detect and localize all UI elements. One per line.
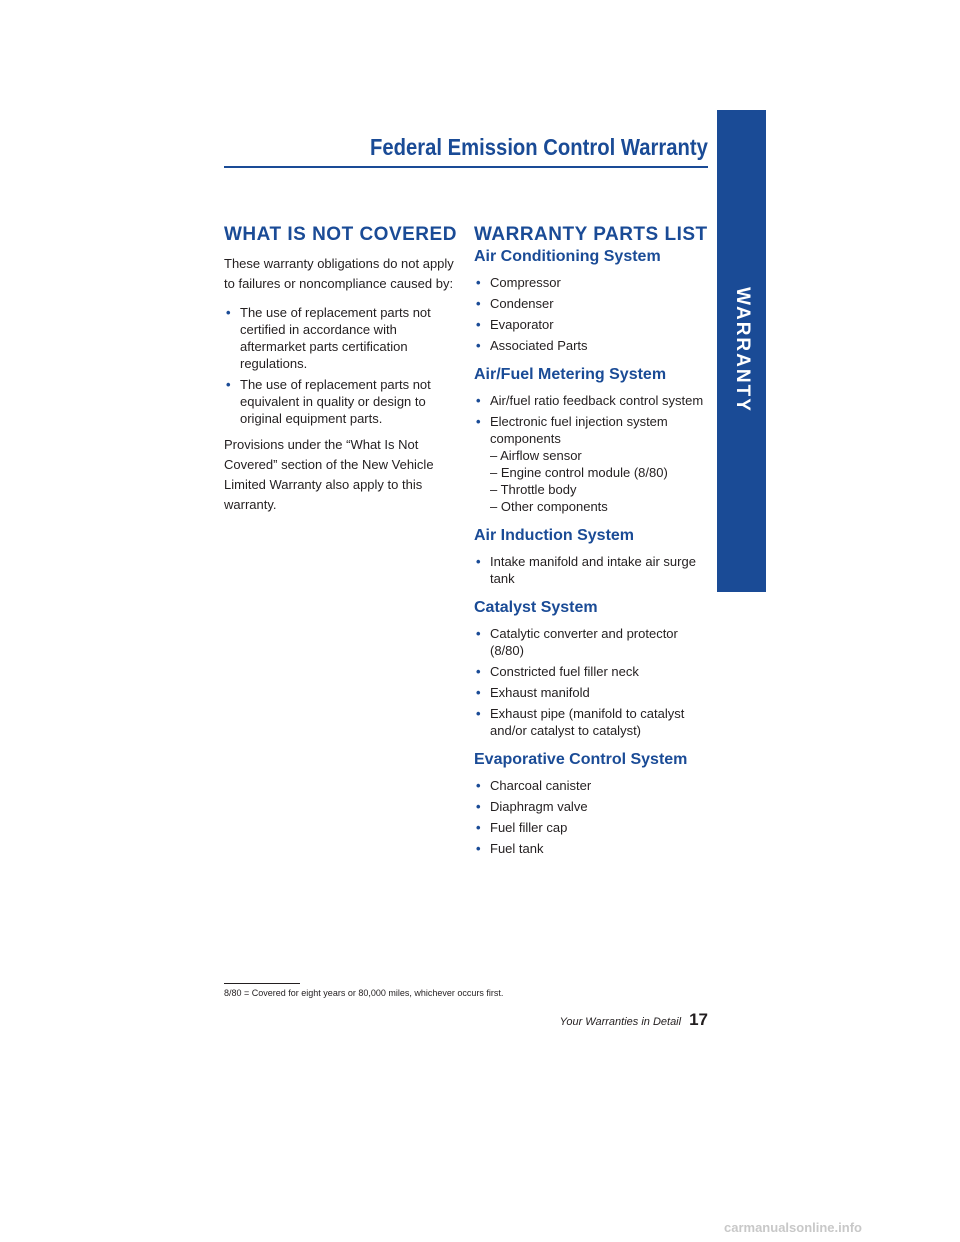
list-item: • Air/fuel ratio feedback control system <box>476 393 704 408</box>
bullet-icon: • <box>476 706 481 721</box>
bullet-icon: • <box>476 317 481 332</box>
list-item: • Evaporator <box>476 317 554 332</box>
bullet-icon: • <box>476 820 481 835</box>
parts-list-heading: WARRANTY PARTS LIST <box>474 224 708 245</box>
list-item: • Compressor <box>476 275 561 290</box>
not-covered-column <box>224 226 456 525</box>
bullet-icon: • <box>476 664 481 679</box>
list-item: • Exhaust pipe (manifold to catalyst and/or catalyst to catalyst) <box>476 706 685 738</box>
not-covered-heading: WHAT IS NOT COVERED <box>224 224 457 245</box>
watermark: carmanualsonline.info <box>724 1220 862 1235</box>
not-covered-list <box>224 304 456 427</box>
list-item: • Catalytic converter and protector (8/80) <box>476 626 678 658</box>
section-title: Evaporative Control System <box>474 751 688 768</box>
section-title: Air Conditioning System <box>474 248 661 265</box>
side-tab-label: WARRANTY <box>731 287 753 413</box>
bullet-icon: • <box>476 414 481 429</box>
bullet-icon: • <box>476 338 481 353</box>
section-title: Air Induction System <box>474 527 635 544</box>
list-item: • Exhaust manifold <box>476 685 590 700</box>
parts-list-column <box>474 226 710 861</box>
list-item: • The use of replacement parts not equivalent in quality or design to original equipment parts. <box>226 377 431 426</box>
bullet-icon: • <box>476 799 481 814</box>
sub-item: – Other components <box>490 499 608 514</box>
list-item: • Diaphragm valve <box>476 799 588 814</box>
footnote: 8/80 = Covered for eight years or 80,000 miles, whichever occurs first. <box>224 988 504 998</box>
list-item: • Fuel filler cap <box>476 820 568 835</box>
section-side-tab <box>717 110 766 592</box>
page-number: 17 <box>689 1010 708 1029</box>
bullet-icon: • <box>476 296 481 311</box>
sub-item: – Throttle body <box>490 482 577 497</box>
list-item: • Constricted fuel filler neck <box>476 664 639 679</box>
section-title: Catalyst System <box>474 599 598 616</box>
section-list <box>474 274 710 354</box>
list-item: • Electronic fuel injection system components – Airflow sensor – Engine control module (8/80) – Throttle body – Other components <box>474 413 710 515</box>
list-item: • Charcoal canister <box>476 778 592 793</box>
section-list <box>474 392 710 515</box>
page-title: Federal Emission Control Warranty <box>370 134 708 160</box>
page-footer <box>560 1010 708 1030</box>
list-item: • Associated Parts <box>476 338 588 353</box>
list-item: • Fuel tank <box>476 841 544 856</box>
footnote-divider <box>224 983 300 984</box>
not-covered-outro: Provisions under the “What Is Not Covered” section of the New Vehicle Limited Warranty also apply to this warranty. <box>224 437 434 512</box>
section-list <box>474 553 710 587</box>
not-covered-intro: These warranty obligations do not apply to failures or noncompliance caused by: <box>224 256 454 291</box>
section-list <box>474 777 710 857</box>
bullet-icon: • <box>476 685 481 700</box>
footer-label: Your Warranties in Detail <box>559 1016 682 1028</box>
bullet-icon: • <box>476 778 481 793</box>
section-title: Air/Fuel Metering System <box>474 366 667 383</box>
list-item: • Intake manifold and intake air surge tank <box>476 554 696 586</box>
sub-item: – Engine control module (8/80) <box>490 465 668 480</box>
section-list <box>474 625 710 739</box>
sub-item: – Airflow sensor <box>490 448 582 463</box>
bullet-icon: • <box>226 377 231 392</box>
header-divider <box>224 166 708 168</box>
bullet-icon: • <box>476 841 481 856</box>
bullet-icon: • <box>226 305 231 320</box>
bullet-icon: • <box>476 554 481 569</box>
bullet-icon: • <box>476 275 481 290</box>
bullet-icon: • <box>476 393 481 408</box>
list-item: • The use of replacement parts not certified in accordance with aftermarket parts certification regulations. <box>226 305 431 371</box>
bullet-icon: • <box>476 626 481 641</box>
list-item: • Condenser <box>476 296 554 311</box>
